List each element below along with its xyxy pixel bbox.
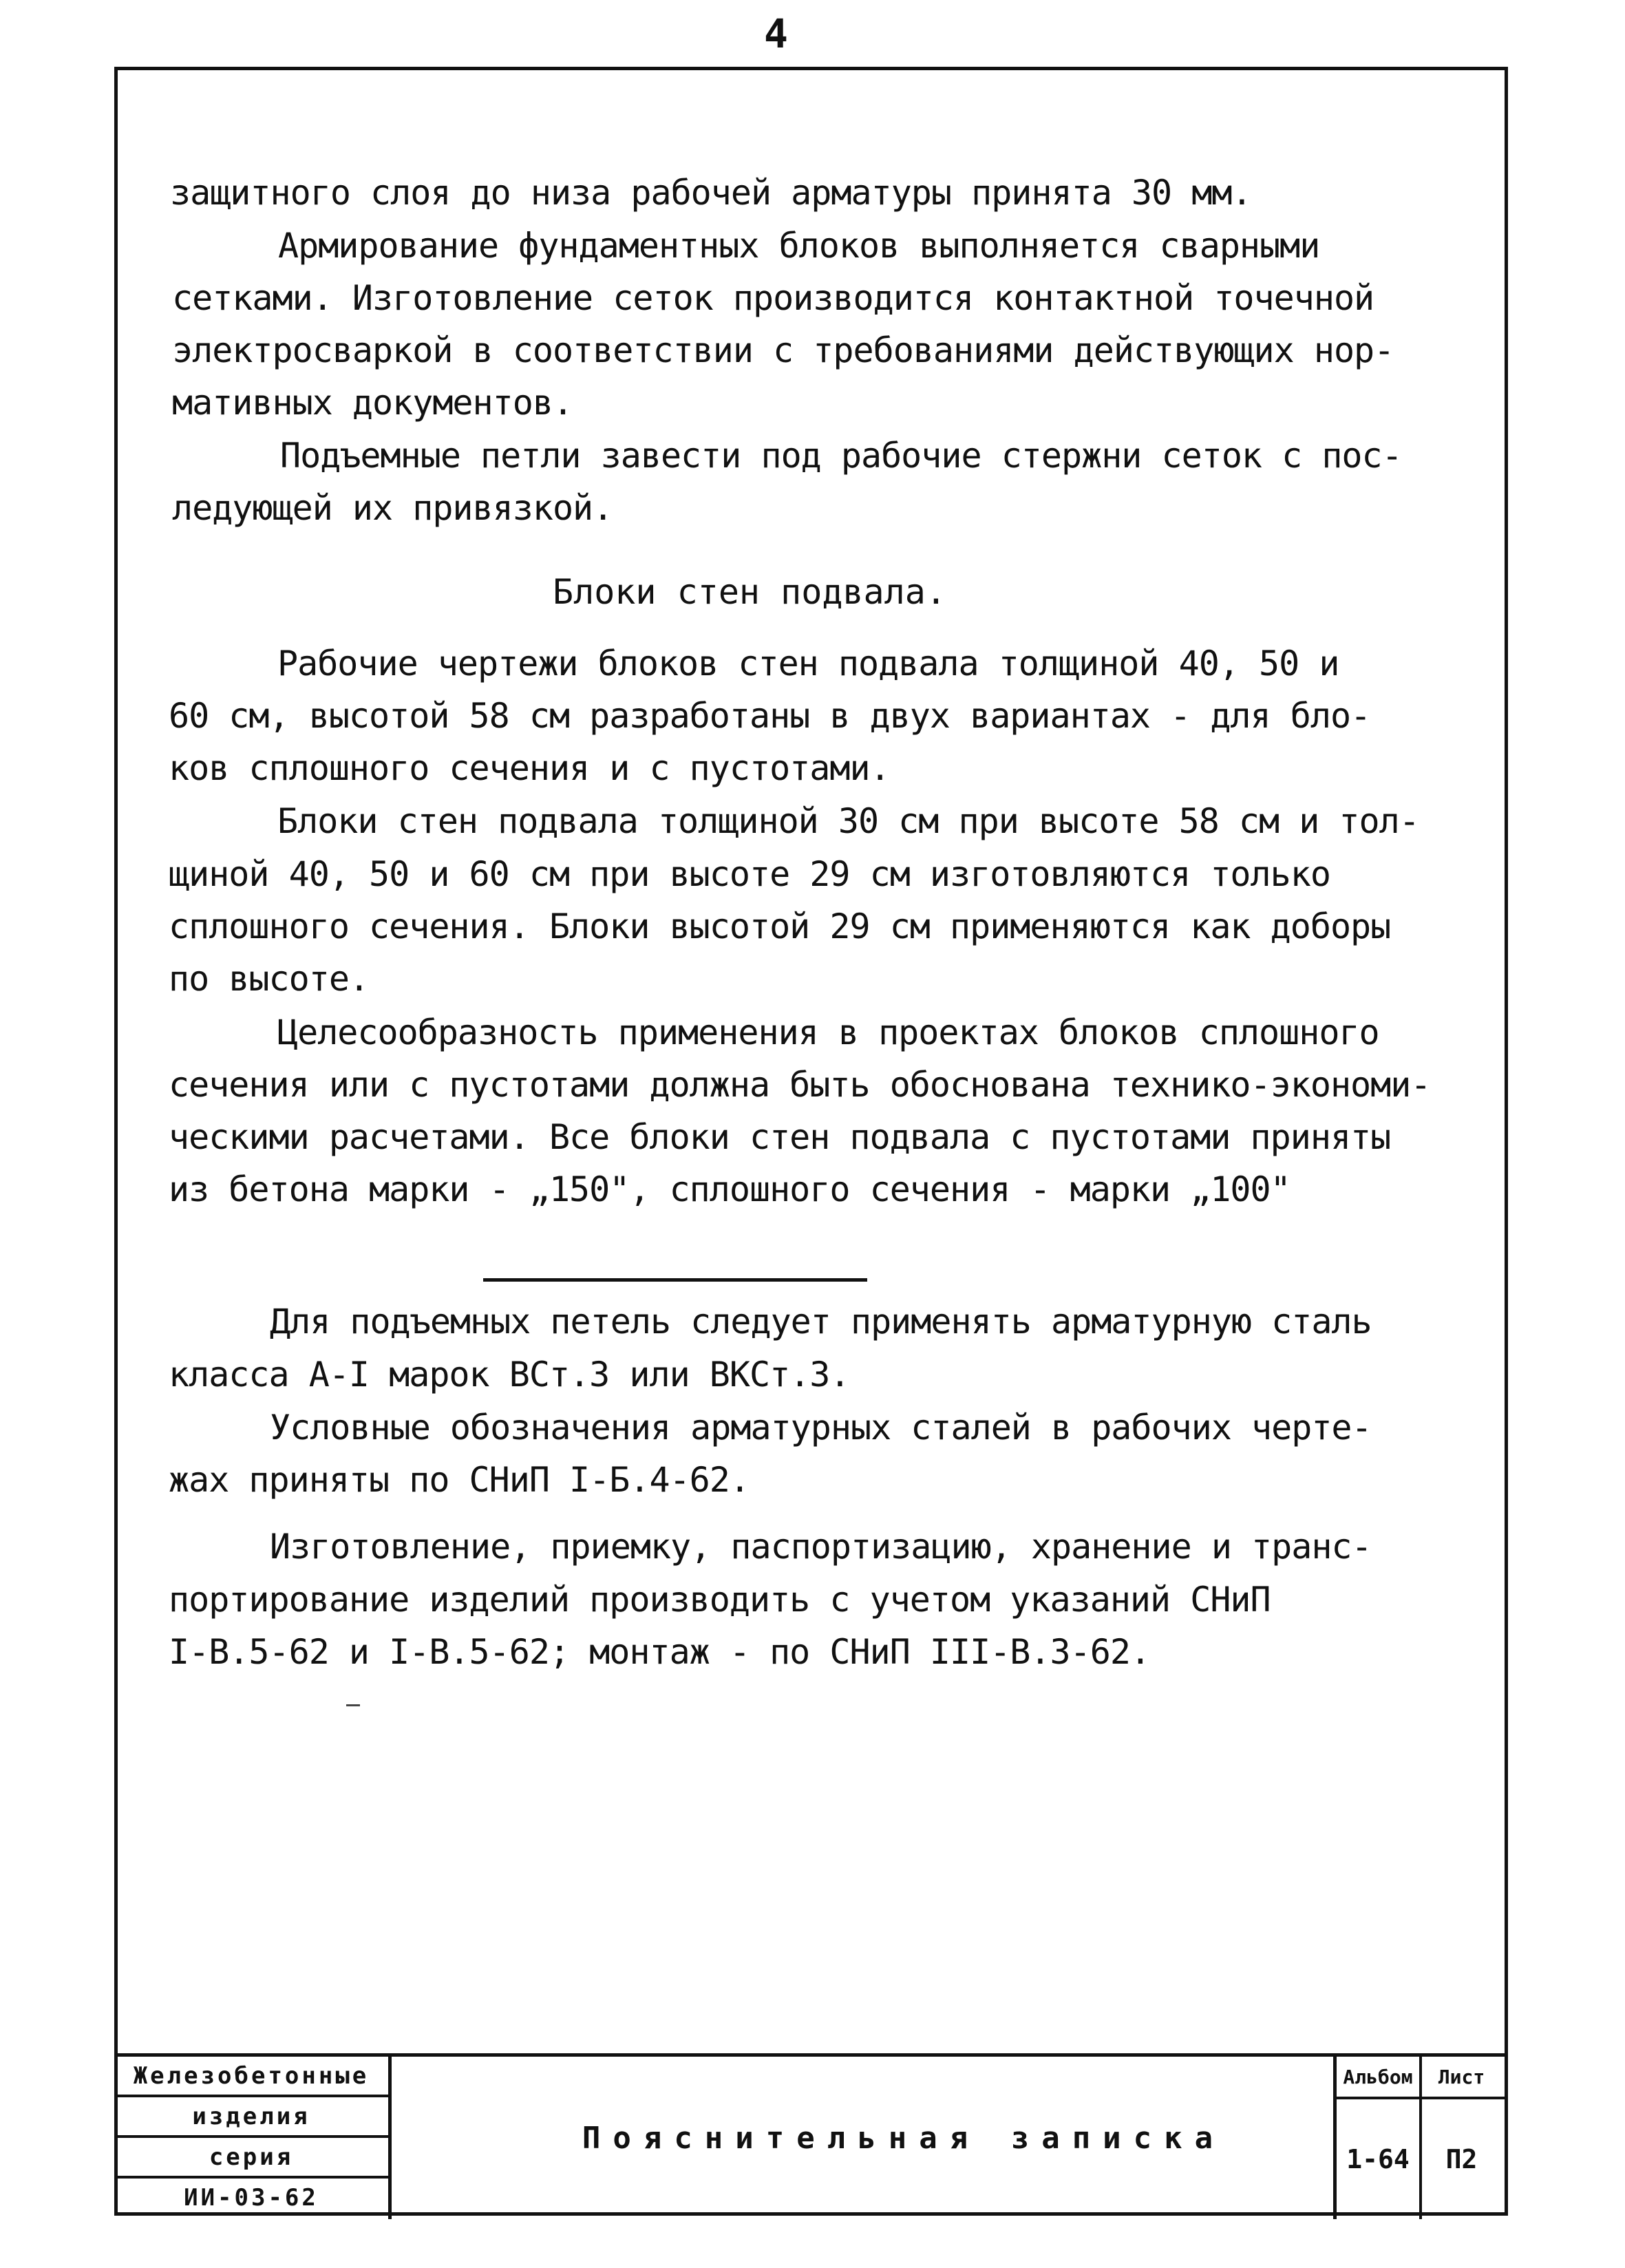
text-line: защитного слоя до низа рабочей арматуры принята 30 мм. (170, 173, 1252, 213)
text-line: класса А-I марок ВСт.3 или ВКСт.3. (169, 1355, 850, 1395)
title-block-series-label: серия (114, 2138, 388, 2179)
sheet-label: Лист (1419, 2057, 1505, 2099)
text-line: Изготовление, приемку, паспортизацию, хранение и транс- (270, 1527, 1372, 1567)
text-line: I-В.5-62 и I-В.5-62; монтаж - по СНиП III-В.3-62. (169, 1632, 1151, 1672)
title-block-sheet (1419, 2057, 1505, 2219)
section-heading: Блоки стен подвала. (553, 572, 946, 612)
title-block-series-value: ИИ-03-62 (184, 2183, 319, 2212)
title-block-album (1333, 2057, 1422, 2219)
sheet-value: П2 (1445, 2144, 1478, 2174)
text-line: из бетона марки - „150", сплошного сечения - марки „100" (169, 1169, 1291, 1209)
text-line: 60 см, высотой 58 см разработаны в двух вариантах - для бло- (169, 696, 1371, 736)
page-number: 4 (764, 10, 788, 57)
stray-mark (346, 1704, 360, 1706)
text-line: ков сплошного сечения и с пустотами. (169, 748, 890, 788)
text-line: сечения или с пустотами должна быть обоснована технико-экономи- (169, 1065, 1431, 1105)
text-line: Подъемные петли завести под рабочие стержни сеток с пос- (280, 436, 1402, 476)
divider-line (483, 1278, 867, 1282)
text-line: сетками. Изготовление сеток производится контактной точечной (172, 278, 1374, 318)
text-line: Целесообразность применения в проектах блоков сплошного (277, 1013, 1379, 1052)
text-line: портирование изделий производить с учетом указаний СНиП (169, 1580, 1271, 1620)
text-line: сплошного сечения. Блоки высотой 29 см применяются как доборы (169, 907, 1391, 946)
album-value: 1-64 (1346, 2144, 1410, 2174)
text-line: по высоте. (169, 959, 370, 999)
title-block-title: Пояснительная записка (582, 2120, 1226, 2156)
title-block-org: Железобетонные (114, 2057, 388, 2097)
text-line: Условные обозначения арматурных сталей в рабочих черте- (270, 1408, 1372, 1448)
title-block-org-sub: изделия (114, 2097, 388, 2138)
text-line: электросваркой в соответствии с требованиями действующих нор- (172, 330, 1394, 370)
text-line: Рабочие чертежи блоков стен подвала толщиной 40, 50 и (277, 644, 1339, 683)
text-line: Для подъемных петель следует применять арматурную сталь (270, 1302, 1372, 1342)
text-line: мативных документов. (172, 383, 573, 423)
text-line: жах приняты по СНиП I-Б.4-62. (169, 1460, 750, 1500)
title-block-left (114, 2057, 392, 2219)
text-line: Армирование фундаментных блоков выполняется сварными (278, 226, 1320, 266)
text-line: Блоки стен подвала толщиной 30 см при высоте 58 см и тол- (277, 801, 1419, 841)
text-line: щиной 40, 50 и 60 см при высоте 29 см изготовляются только (169, 854, 1330, 894)
text-line: ледующей их привязкой. (172, 488, 613, 528)
album-label: Альбом (1337, 2057, 1419, 2099)
title-block (114, 2053, 1508, 2219)
text-line: ческими расчетами. Все блоки стен подвала с пустотами приняты (169, 1117, 1391, 1157)
